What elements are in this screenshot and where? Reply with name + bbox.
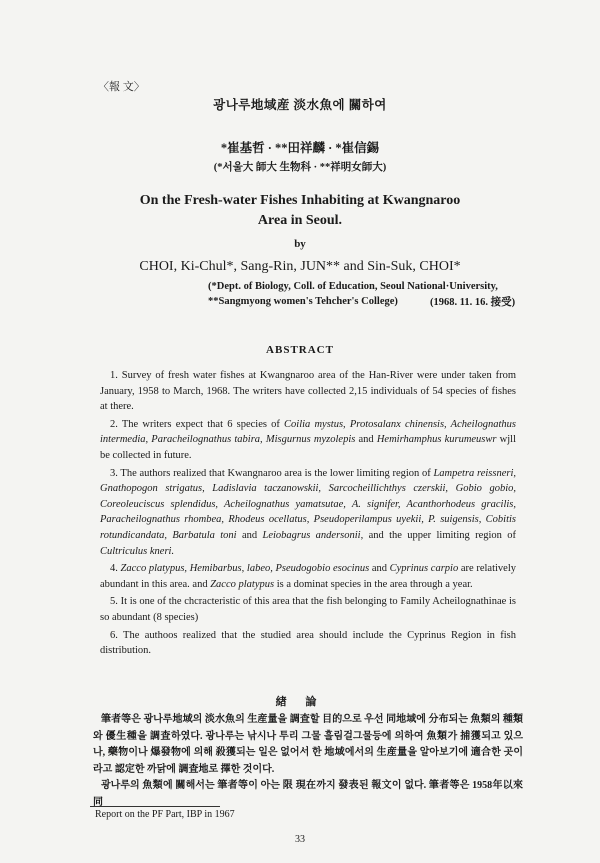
english-title [0,191,600,231]
article-type-label: 〈報 文〉 [98,81,145,93]
species-names: Hemirhamphus kurumeuswr [376,434,497,446]
abstract-text: and [241,529,258,541]
abstract-text: wjll be collected in future. [100,434,517,461]
species-names: Coilia mystus, Protosalanx chinensis, Acheilognathus intermedia, Paracheilognathus tabira, Misgurnus myzolepis [100,418,516,446]
introduction-body [93,712,523,811]
affiliation-line2: **Sangmyong women's Tehcher's College) [208,296,398,307]
abstract-text: 4. [110,563,118,575]
species-names: Zacco platypus [210,578,275,590]
abstract-body [100,368,516,661]
abstract-heading: ABSTRACT [266,344,334,356]
korean-affiliation: (*서울大 師大 生物科 · **祥明女師大) [213,162,387,173]
introduction-paragraph-1: 筆者等은 광나루地域의 淡水魚의 生産量을 調査할 目的으로 우선 同地域에 分布되는 魚類의 種類와 優生種을 調査하였다. 광나루는 낚시나 투리 그물 흘림걸그물등에 의하여 魚類가 捕獲되고 있으나, 藥物이나 爆發物에 의해 殺獲되는 일은 없어서 한 地域에서의 生産量을 알아보기에 適合한 곳이라고 認定한 까닭에 調査地로 擇한 것이다. [93,714,523,775]
abstract-text: 2. The writers expect that 6 species of [110,418,280,430]
abstract-text: and [371,563,387,575]
species-names: Zacco platypus, Hemibarbus, labeo, Pseudogobio esocinus [120,563,370,575]
footnote-rule [90,806,220,807]
species-names: Cultriculus kneri. [100,545,175,557]
affiliation-line1: (*Dept. of Biology, Coll. of Education, Seoul National·University, [208,281,498,292]
introduction-paragraph-2: 광나루의 魚類에 關해서는 筆者等이 아는 限 現在까지 發表된 報文이 없다. 筆者等은 1958年以來 同 [93,780,523,808]
abstract-text: and the upper limiting region of [368,529,517,541]
korean-title: 광나루地域産 淡水魚에 關하여 [213,98,387,112]
korean-authors: *崔基哲 · **田祥麟 · *崔信錫 [220,141,380,155]
received-date: (1968. 11. 16. 接受) [430,297,516,308]
species-names: Lampetra reissneri, Gnathopogon strigatus, Ladislavia taczanowskii, Sarcocheillichthys czerskii, Gobio gobio, Coreoleuciscus splendidus, Acheilognathus yamatsutae, A. signifer, Acanthorhodeus gracilis, Paracheilognathus rhombea, Rhodeus ocellatus, Pseudoperilampus uyekii, P. suigensis, Cobitis rotundicandata, Barbatula toni [100,467,516,541]
abstract-text: are relatively abundant in this area. and [100,563,516,590]
english-title-line2: Area in Seoul. [257,213,343,228]
species-names: Cyprinus carpio [389,563,459,575]
page-number: 33 [295,834,305,845]
abstract-item-3 [100,466,516,560]
english-title-line1: On the Fresh-water Fishes Inhabiting at Kwangnaroo [139,193,461,208]
abstract-text: 3. The authors realized that Kwangnaroo area is the lower limiting region of [110,467,431,479]
abstract-item-6: 6. The authoos realized that the studied area should include the Cyprinus Region in fish distribution. [100,629,516,657]
introduction-heading: 緖 論 [275,696,325,708]
species-names: Leiobagrus andersonii, [262,529,364,541]
abstract-item-1: 1. Survey of fresh water fishes at Kwangnaroo area of the Han-River were under taken from January, 1958 to March, 1968. The writers have collected 2,15 individuals of 54 species of fishes at there. [100,370,516,413]
abstract-item-4 [100,561,516,592]
abstract-text: and [358,434,374,446]
abstract-item-2 [100,417,516,464]
by-label: by [294,238,306,250]
abstract-item-5: 5. It is one of the chcracteristic of this area that the fish belonging to Family Acheilognathinae is so abundant (8 species) [100,596,516,623]
english-authors: CHOI, Ki-Chul*, Sang-Rin, JUN** and Sin-Suk, CHOI* [139,259,461,274]
abstract-text: is a dominat species in the area through a year. [276,578,473,590]
footnote: Report on the PF Part, IBP in 1967 [95,809,235,820]
